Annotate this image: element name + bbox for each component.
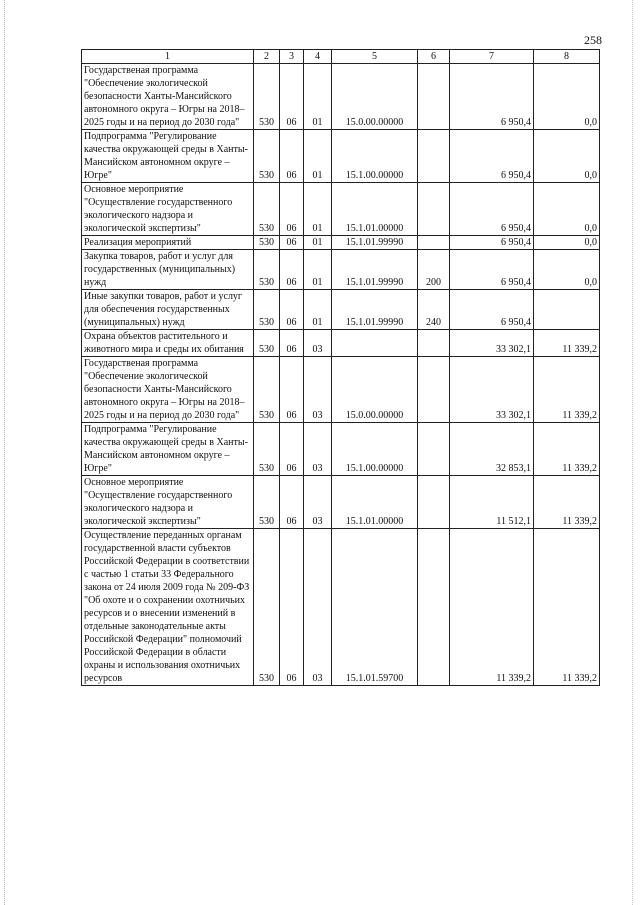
subsection-cell: 03 [304,330,332,357]
amount-col8-cell [534,290,600,330]
expense-type-cell [418,476,450,529]
amount-col8-cell: 0,0 [534,183,600,236]
section-cell: 06 [280,64,304,130]
row-name-cell: Государственая программа "Обеспечение экологической безопасности Ханты-Мансийского автономного округа – Югры на 2018–2025 годы и на период до 2030 года" [82,357,254,423]
row-name-cell: Подпрограмма "Регулирование качества окружающей среды в Ханты-Мансийском автономном округе – Югре" [82,130,254,183]
target-article-cell: 15.1.01.59700 [332,529,418,686]
admin-code-cell: 530 [254,529,280,686]
header-cell: 7 [450,50,534,64]
row-name-cell: Охрана объектов растительного и животного мира и среды их обитания [82,330,254,357]
scan-edge-right [632,0,634,905]
expense-type-cell [418,529,450,686]
expense-type-cell: 200 [418,250,450,290]
target-article-cell: 15.0.00.00000 [332,64,418,130]
section-cell: 06 [280,130,304,183]
subsection-cell: 01 [304,183,332,236]
header-cell: 8 [534,50,600,64]
admin-code-cell: 530 [254,423,280,476]
row-name-cell: Иные закупки товаров, работ и услуг для обеспечения государственных (муниципальных) нужд [82,290,254,330]
table-row [82,130,600,183]
amount-col8-cell: 0,0 [534,64,600,130]
header-cell: 3 [280,50,304,64]
expense-type-cell [418,236,450,250]
expense-type-cell [418,423,450,476]
header-cell: 2 [254,50,280,64]
admin-code-cell: 530 [254,250,280,290]
amount-col7-cell: 32 853,1 [450,423,534,476]
row-name-cell: Основное мероприятие "Осуществление государственного экологического надзора и экологической экспертизы" [82,183,254,236]
expense-type-cell [418,130,450,183]
admin-code-cell: 530 [254,330,280,357]
subsection-cell: 03 [304,423,332,476]
amount-col8-cell: 11 339,2 [534,529,600,686]
amount-col7-cell: 33 302,1 [450,330,534,357]
amount-col8-cell: 11 339,2 [534,357,600,423]
subsection-cell: 03 [304,357,332,423]
table-row [82,330,600,357]
subsection-cell: 01 [304,130,332,183]
amount-col8-cell: 0,0 [534,236,600,250]
admin-code-cell: 530 [254,357,280,423]
header-row [82,50,600,64]
table-row [82,423,600,476]
header-cell: 6 [418,50,450,64]
header-cell: 5 [332,50,418,64]
subsection-cell: 01 [304,250,332,290]
amount-col8-cell: 0,0 [534,250,600,290]
amount-col7-cell: 6 950,4 [450,236,534,250]
table-row [82,64,600,130]
subsection-cell: 01 [304,236,332,250]
table-body [82,64,600,686]
table-row [82,476,600,529]
header-cell: 1 [82,50,254,64]
section-cell: 06 [280,250,304,290]
amount-col7-cell: 6 950,4 [450,64,534,130]
subsection-cell: 03 [304,476,332,529]
target-article-cell: 15.1.01.99990 [332,250,418,290]
table-row [82,357,600,423]
subsection-cell: 01 [304,64,332,130]
admin-code-cell: 530 [254,64,280,130]
expense-type-cell [418,357,450,423]
row-name-cell: Реализация мероприятий [82,236,254,250]
amount-col8-cell: 11 339,2 [534,330,600,357]
expense-type-cell [418,330,450,357]
section-cell: 06 [280,236,304,250]
table-row [82,236,600,250]
section-cell: 06 [280,290,304,330]
table-row [82,529,600,686]
table-row [82,183,600,236]
section-cell: 06 [280,357,304,423]
admin-code-cell: 530 [254,236,280,250]
amount-col7-cell: 11 339,2 [450,529,534,686]
target-article-cell: 15.0.00.00000 [332,357,418,423]
table-row [82,290,600,330]
amount-col7-cell: 11 512,1 [450,476,534,529]
expense-type-cell [418,183,450,236]
subsection-cell: 03 [304,529,332,686]
amount-col8-cell: 11 339,2 [534,423,600,476]
budget-table [81,49,600,686]
expense-type-cell: 240 [418,290,450,330]
target-article-cell: 15.1.01.00000 [332,476,418,529]
row-name-cell: Основное мероприятие "Осуществление государственного экологического надзора и экологической экспертизы" [82,476,254,529]
admin-code-cell: 530 [254,130,280,183]
amount-col7-cell: 33 302,1 [450,357,534,423]
section-cell: 06 [280,476,304,529]
subsection-cell: 01 [304,290,332,330]
row-name-cell: Государственая программа "Обеспечение экологической безопасности Ханты-Мансийского автономного округа – Югры на 2018–2025 годы и на период до 2030 года" [82,64,254,130]
target-article-cell: 15.1.00.00000 [332,130,418,183]
table-row [82,250,600,290]
row-name-cell: Закупка товаров, работ и услуг для государственных (муниципальных) нужд [82,250,254,290]
amount-col8-cell: 0,0 [534,130,600,183]
admin-code-cell: 530 [254,290,280,330]
section-cell: 06 [280,423,304,476]
admin-code-cell: 530 [254,476,280,529]
scan-edge-left [4,0,6,905]
expense-type-cell [418,64,450,130]
amount-col7-cell: 6 950,4 [450,290,534,330]
header-cell: 4 [304,50,332,64]
admin-code-cell: 530 [254,183,280,236]
target-article-cell: 15.1.01.99990 [332,290,418,330]
amount-col7-cell: 6 950,4 [450,250,534,290]
target-article-cell: 15.1.01.00000 [332,183,418,236]
amount-col8-cell: 11 339,2 [534,476,600,529]
row-name-cell: Осуществление переданных органам государственной власти субъектов Российской Федерации в соответствии с частью 1 статьи 33 Федерального закона от 24 июля 2009 года № 209-ФЗ "Об охоте и о сохранении охотничьих ресурсов и о внесении изменений в отдельные законодательные акты Российской Федерации" полномочий Российской Федерации в области охраны и использования охотничьих ресурсов [82,529,254,686]
amount-col7-cell: 6 950,4 [450,130,534,183]
target-article-cell: 15.1.01.99990 [332,236,418,250]
section-cell: 06 [280,183,304,236]
target-article-cell: 15.1.00.00000 [332,423,418,476]
amount-col7-cell: 6 950,4 [450,183,534,236]
section-cell: 06 [280,330,304,357]
page-number: 258 [584,33,602,47]
row-name-cell: Подпрограмма "Регулирование качества окружающей среды в Ханты-Мансийском автономном округе – Югре" [82,423,254,476]
section-cell: 06 [280,529,304,686]
target-article-cell [332,330,418,357]
